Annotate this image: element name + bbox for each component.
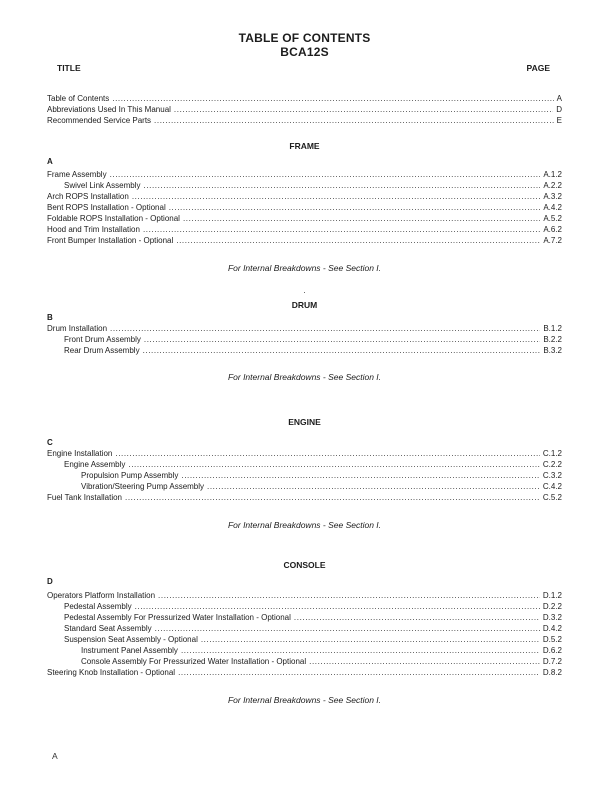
toc-entry-title: Rear Drum Assembly: [64, 346, 140, 355]
toc-entry-title: Front Drum Assembly: [64, 335, 141, 344]
toc-entry-title: Pedestal Assembly For Pressurized Water Installation - Optional: [64, 613, 291, 622]
page-title: TABLE OF CONTENTS: [238, 31, 371, 45]
toc-entry-page: A.1.2: [543, 170, 562, 179]
toc-entry-title: Front Bumper Installation - Optional: [47, 236, 174, 245]
dot-leader: [173, 235, 540, 246]
dot-leader: [291, 612, 540, 623]
section-letter: A: [47, 157, 53, 166]
dot-leader: [107, 323, 540, 334]
toc-entry: [47, 213, 562, 224]
dot-leader: [178, 470, 539, 481]
toc-entry: [47, 235, 562, 246]
dot-leader: [178, 645, 540, 656]
toc-entry-title: Steering Knob Installation - Optional: [47, 668, 176, 677]
section-heading: DRUM: [291, 300, 318, 310]
section-entries: [47, 448, 562, 503]
toc-entry-title: Fuel Tank Installation: [47, 493, 123, 502]
toc-entry-page: D.1.2: [542, 591, 562, 600]
toc-entry-title: Suspension Seat Assembly - Optional: [64, 635, 198, 644]
toc-entry: [47, 667, 562, 678]
toc-entry-page: E: [556, 116, 562, 125]
dot-leader: [140, 224, 540, 235]
section-note: For Internal Breakdowns - See Section I.: [227, 520, 382, 530]
dot-leader: [109, 93, 553, 104]
toc-entry: [47, 481, 562, 492]
toc-entry: [47, 470, 562, 481]
section-note: For Internal Breakdowns - See Section I.: [227, 695, 382, 705]
toc-entry-page: D.8.2: [542, 668, 562, 677]
dot-leader: [151, 115, 554, 126]
toc-entry-page: C.1.2: [542, 449, 562, 458]
toc-entry: [47, 191, 562, 202]
section-heading: ENGINE: [288, 417, 321, 427]
toc-entry-page: D.7.2: [542, 657, 562, 666]
toc-entry-page: D.6.2: [542, 646, 562, 655]
toc-entry-page: A: [556, 94, 562, 103]
toc-entry: [47, 224, 562, 235]
section-letter: D: [47, 577, 53, 586]
section-heading: CONSOLE: [283, 560, 326, 570]
dot-leader: [141, 334, 540, 345]
toc-entry-title: Abbreviations Used In This Manual: [47, 105, 171, 114]
toc-entry-title: Table of Contents: [47, 94, 110, 103]
toc-entry-page: C.2.2: [542, 460, 562, 469]
toc-entry: [47, 115, 562, 126]
section-entries: [47, 323, 562, 356]
toc-entry-title: Propulsion Pump Assembly: [81, 471, 179, 480]
toc-entry: [47, 634, 562, 645]
toc-entry-page: C.4.2: [542, 482, 562, 491]
dot-leader: [140, 345, 541, 356]
dot-leader: [155, 590, 540, 601]
toc-entry-page: A.4.2: [543, 203, 562, 212]
section-heading: FRAME: [289, 141, 320, 151]
period-separator: .: [303, 286, 306, 295]
toc-section: [47, 300, 562, 383]
toc-entry-page: B.3.2: [543, 346, 562, 355]
front-matter-list: [47, 93, 562, 126]
toc-entry: [47, 448, 562, 459]
toc-entry-page: B.2.2: [543, 335, 562, 344]
toc-entry-page: D.5.2: [542, 635, 562, 644]
toc-entry-title: Engine Installation: [47, 449, 113, 458]
dot-leader: [122, 492, 540, 503]
dot-leader: [152, 623, 540, 634]
toc-entry: [47, 601, 562, 612]
section-letter: C: [47, 438, 53, 447]
dot-leader: [129, 191, 541, 202]
toc-entry-page: C.5.2: [542, 493, 562, 502]
toc-entry-title: Drum Installation: [47, 324, 108, 333]
dot-leader: [171, 104, 553, 115]
toc-entry-page: A.7.2: [543, 236, 562, 245]
toc-entry-title: Vibration/Steering Pump Assembly: [81, 482, 205, 491]
toc-entry-page: C.3.2: [542, 471, 562, 480]
toc-entry-title: Instrument Panel Assembly: [81, 646, 178, 655]
column-header-page: PAGE: [526, 63, 550, 73]
toc-entry: [47, 323, 562, 334]
toc-entry-title: Operators Platform Installation: [47, 591, 156, 600]
toc-entry-page: D: [556, 105, 562, 114]
toc-entry-title: Arch ROPS Installation: [47, 192, 129, 201]
dot-leader: [198, 634, 540, 645]
toc-entry-page: A.5.2: [543, 214, 562, 223]
toc-section: [47, 141, 562, 296]
toc-entry-page: B.1.2: [543, 324, 562, 333]
toc-entry: [47, 590, 562, 601]
section-entries: [47, 590, 562, 678]
toc-entry-title: Bent ROPS Installation - Optional: [47, 203, 166, 212]
section-note: For Internal Breakdowns - See Section I.: [227, 263, 382, 273]
toc-entry-page: A.2.2: [543, 181, 562, 190]
toc-entry-title: Pedestal Assembly: [64, 602, 132, 611]
toc-entry-title: Recommended Service Parts: [47, 116, 152, 125]
toc-entry-title: Console Assembly For Pressurized Water Installation - Optional: [81, 657, 307, 666]
dot-leader: [166, 202, 541, 213]
section-entries: [47, 169, 562, 246]
dot-leader: [175, 667, 540, 678]
toc-entry-title: Swivel Link Assembly: [64, 181, 141, 190]
toc-entry-page: D.4.2: [542, 624, 562, 633]
dot-leader: [204, 481, 540, 492]
toc-entry: [47, 345, 562, 356]
dot-leader: [306, 656, 540, 667]
toc-section: [47, 417, 562, 531]
section-letter: B: [47, 313, 53, 322]
toc-entry: [47, 180, 562, 191]
toc-entry-page: D.2.2: [542, 602, 562, 611]
toc-entry: [47, 623, 562, 634]
dot-leader: [140, 180, 540, 191]
toc-entry-title: Foldable ROPS Installation - Optional: [47, 214, 180, 223]
toc-entry: [47, 645, 562, 656]
toc-entry-title: Frame Assembly: [47, 170, 107, 179]
sections-container: [47, 141, 562, 706]
footer-page-number: A: [52, 751, 58, 761]
toc-entry: [47, 104, 562, 115]
dot-leader: [112, 448, 539, 459]
toc-entry: [47, 334, 562, 345]
page-subtitle: BCA12S: [280, 45, 329, 59]
toc-entry: [47, 169, 562, 180]
toc-entry-title: Standard Seat Assembly: [64, 624, 152, 633]
toc-entry: [47, 656, 562, 667]
toc-entry: [47, 492, 562, 503]
toc-entry-title: Hood and Trim Installation: [47, 225, 140, 234]
toc-entry: [47, 612, 562, 623]
dot-leader: [180, 213, 540, 224]
section-note: For Internal Breakdowns - See Section I.: [227, 372, 382, 382]
toc-entry: [47, 459, 562, 470]
toc-entry: [47, 93, 562, 104]
dot-leader: [125, 459, 540, 470]
toc-entry-page: A.3.2: [543, 192, 562, 201]
toc-entry-title: Engine Assembly: [64, 460, 126, 469]
dot-leader: [132, 601, 540, 612]
toc-section: [47, 560, 562, 706]
dot-leader: [107, 169, 541, 180]
column-headers: [47, 63, 562, 74]
toc-entry-page: D.3.2: [542, 613, 562, 622]
column-header-title: TITLE: [57, 63, 81, 73]
toc-entry: [47, 202, 562, 213]
toc-entry-page: A.6.2: [543, 225, 562, 234]
